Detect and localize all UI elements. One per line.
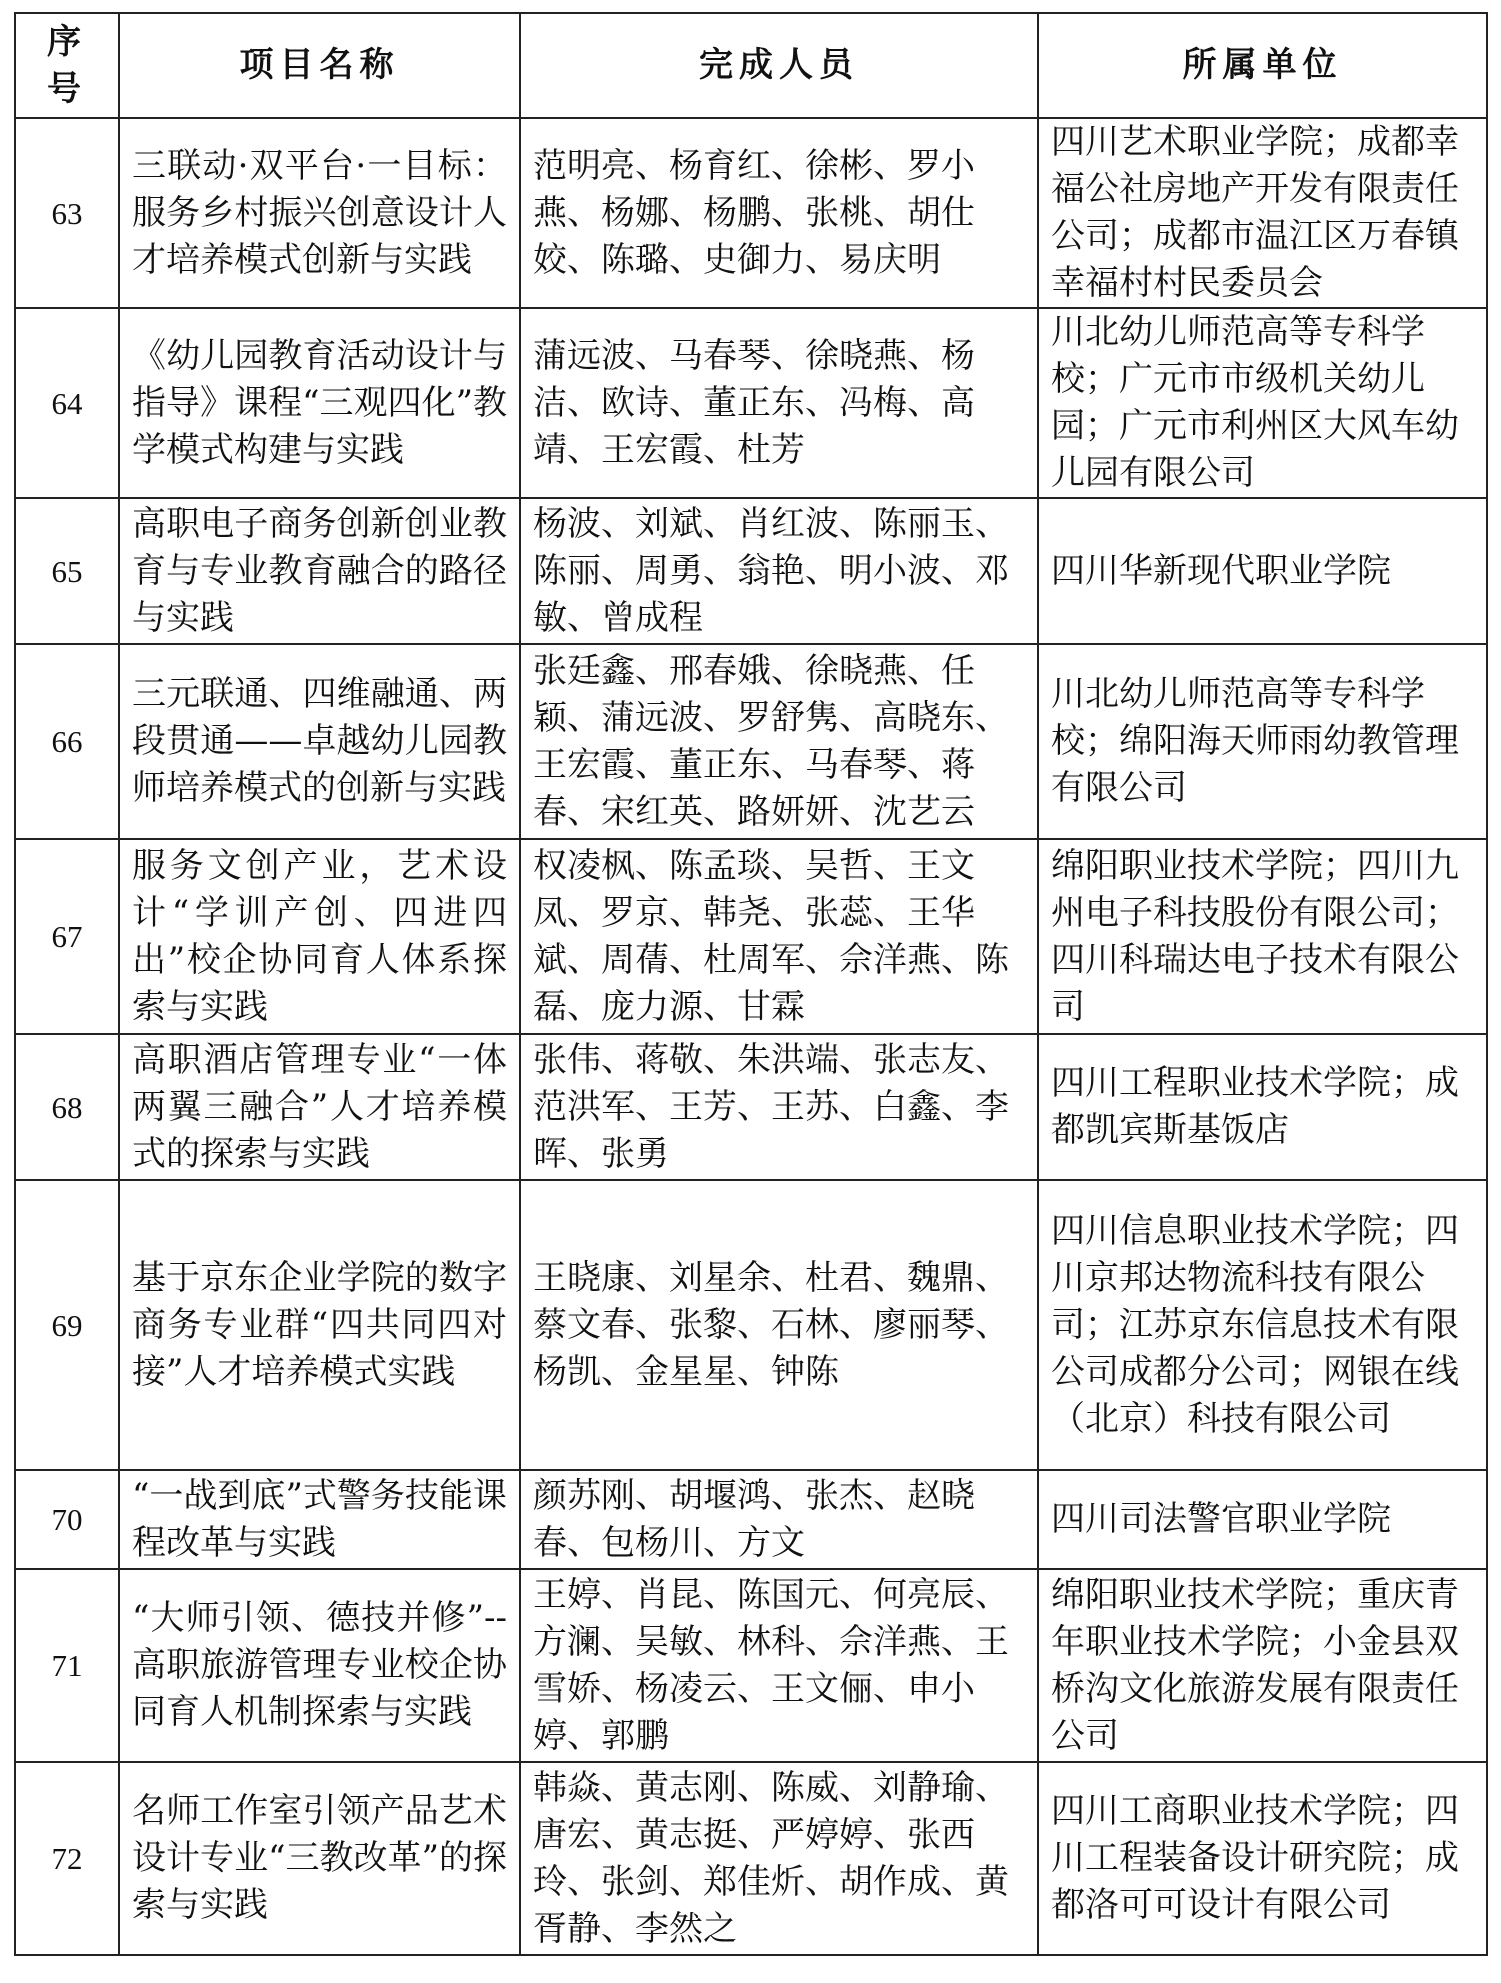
header-project-name: 项目名称 [119, 13, 520, 118]
row-project-name: “大师引领、德技并修”--高职旅游管理专业校企协同育人机制探索与实践 [119, 1569, 520, 1762]
row-team-members: 颜苏刚、胡堰鸿、张杰、赵晓春、包杨川、方文 [520, 1470, 1038, 1569]
row-affiliated-unit: 四川艺术职业学院；成都幸福公社房地产开发有限责任公司；成都市温江区万春镇幸福村村民委员会 [1038, 118, 1487, 308]
row-project-name: 三联动·双平台·一目标：服务乡村振兴创意设计人才培养模式创新与实践 [119, 118, 520, 308]
row-serial-number: 64 [15, 308, 119, 498]
header-team-members: 完成人员 [520, 13, 1038, 118]
row-team-members: 王婷、肖昆、陈国元、何亮辰、方澜、吴敏、林科、佘洋燕、王雪娇、杨凌云、王文俪、申小婷、郭鹏 [520, 1569, 1038, 1762]
row-team-members: 杨波、刘斌、肖红波、陈丽玉、陈丽、周勇、翁艳、明小波、邓敏、曾成程 [520, 498, 1038, 644]
row-project-name: 《幼儿园教育活动设计与指导》课程“三观四化”教学模式构建与实践 [119, 308, 520, 498]
row-project-name: 高职酒店管理专业“一体两翼三融合”人才培养模式的探索与实践 [119, 1034, 520, 1180]
table-row [15, 1470, 1487, 1569]
row-affiliated-unit: 四川工程职业技术学院；成都凯宾斯基饭店 [1038, 1034, 1487, 1180]
table-row [15, 839, 1487, 1034]
table-row [15, 1034, 1487, 1180]
header-affiliated-unit: 所属单位 [1038, 13, 1487, 118]
table-row [15, 118, 1487, 308]
row-team-members: 王晓康、刘星余、杜君、魏鼎、蔡文春、张黎、石林、廖丽琴、杨凯、金星星、钟陈 [520, 1180, 1038, 1470]
row-affiliated-unit: 四川华新现代职业学院 [1038, 498, 1487, 644]
row-serial-number: 67 [15, 839, 119, 1034]
row-serial-number: 70 [15, 1470, 119, 1569]
row-affiliated-unit: 川北幼儿师范高等专科学校；绵阳海天师雨幼教管理有限公司 [1038, 644, 1487, 839]
row-project-name: “一战到底”式警务技能课程改革与实践 [119, 1470, 520, 1569]
row-serial-number: 71 [15, 1569, 119, 1762]
table-header-row [15, 13, 1487, 118]
row-serial-number: 66 [15, 644, 119, 839]
row-affiliated-unit: 四川信息职业技术学院；四川京邦达物流科技有限公司；江苏京东信息技术有限公司成都分公司；网银在线（北京）科技有限公司 [1038, 1180, 1487, 1470]
row-serial-number: 63 [15, 118, 119, 308]
row-serial-number: 72 [15, 1762, 119, 1955]
row-team-members: 韩焱、黄志刚、陈威、刘静瑜、唐宏、黄志挺、严婷婷、张西玲、张剑、郑佳炘、胡作成、黄胥静、李然之 [520, 1762, 1038, 1955]
row-affiliated-unit: 绵阳职业技术学院；四川九州电子科技股份有限公司；四川科瑞达电子技术有限公司 [1038, 839, 1487, 1034]
row-team-members: 张伟、蒋敬、朱洪端、张志友、范洪军、王芳、王苏、白鑫、李晖、张勇 [520, 1034, 1038, 1180]
row-project-name: 服务文创产业，艺术设计“学训产创、四进四出”校企协同育人体系探索与实践 [119, 839, 520, 1034]
row-team-members: 蒲远波、马春琴、徐晓燕、杨洁、欧诗、董正东、冯梅、高靖、王宏霞、杜芳 [520, 308, 1038, 498]
row-serial-number: 65 [15, 498, 119, 644]
row-team-members: 范明亮、杨育红、徐彬、罗小燕、杨娜、杨鹏、张桃、胡仕姣、陈璐、史御力、易庆明 [520, 118, 1038, 308]
row-affiliated-unit: 绵阳职业技术学院；重庆青年职业技术学院；小金县双桥沟文化旅游发展有限责任公司 [1038, 1569, 1487, 1762]
row-team-members: 权凌枫、陈孟琰、吴哲、王文凤、罗京、韩尧、张蕊、王华斌、周蒨、杜周军、佘洋燕、陈磊、庞力源、甘霖 [520, 839, 1038, 1034]
row-project-name: 高职电子商务创新创业教育与专业教育融合的路径与实践 [119, 498, 520, 644]
award-table-page [14, 12, 1486, 1956]
row-affiliated-unit: 川北幼儿师范高等专科学校；广元市市级机关幼儿园；广元市利州区大风车幼儿园有限公司 [1038, 308, 1487, 498]
row-affiliated-unit: 四川工商职业技术学院；四川工程装备设计研究院；成都洛可可设计有限公司 [1038, 1762, 1487, 1955]
header-serial-number: 序号 [15, 13, 119, 118]
table-row [15, 1569, 1487, 1762]
table-row [15, 498, 1487, 644]
table-row [15, 1762, 1487, 1955]
row-serial-number: 68 [15, 1034, 119, 1180]
table-row [15, 644, 1487, 839]
table-row [15, 308, 1487, 498]
row-project-name: 基于京东企业学院的数字商务专业群“四共同四对接”人才培养模式实践 [119, 1180, 520, 1470]
row-project-name: 三元联通、四维融通、两段贯通——卓越幼儿园教师培养模式的创新与实践 [119, 644, 520, 839]
row-affiliated-unit: 四川司法警官职业学院 [1038, 1470, 1487, 1569]
row-team-members: 张廷鑫、邢春娥、徐晓燕、任颖、蒲远波、罗舒隽、高晓东、王宏霞、董正东、马春琴、蒋春、宋红英、路妍妍、沈艺云 [520, 644, 1038, 839]
table-row [15, 1180, 1487, 1470]
award-projects-table [14, 12, 1488, 1956]
row-serial-number: 69 [15, 1180, 119, 1470]
row-project-name: 名师工作室引领产品艺术设计专业“三教改革”的探索与实践 [119, 1762, 520, 1955]
